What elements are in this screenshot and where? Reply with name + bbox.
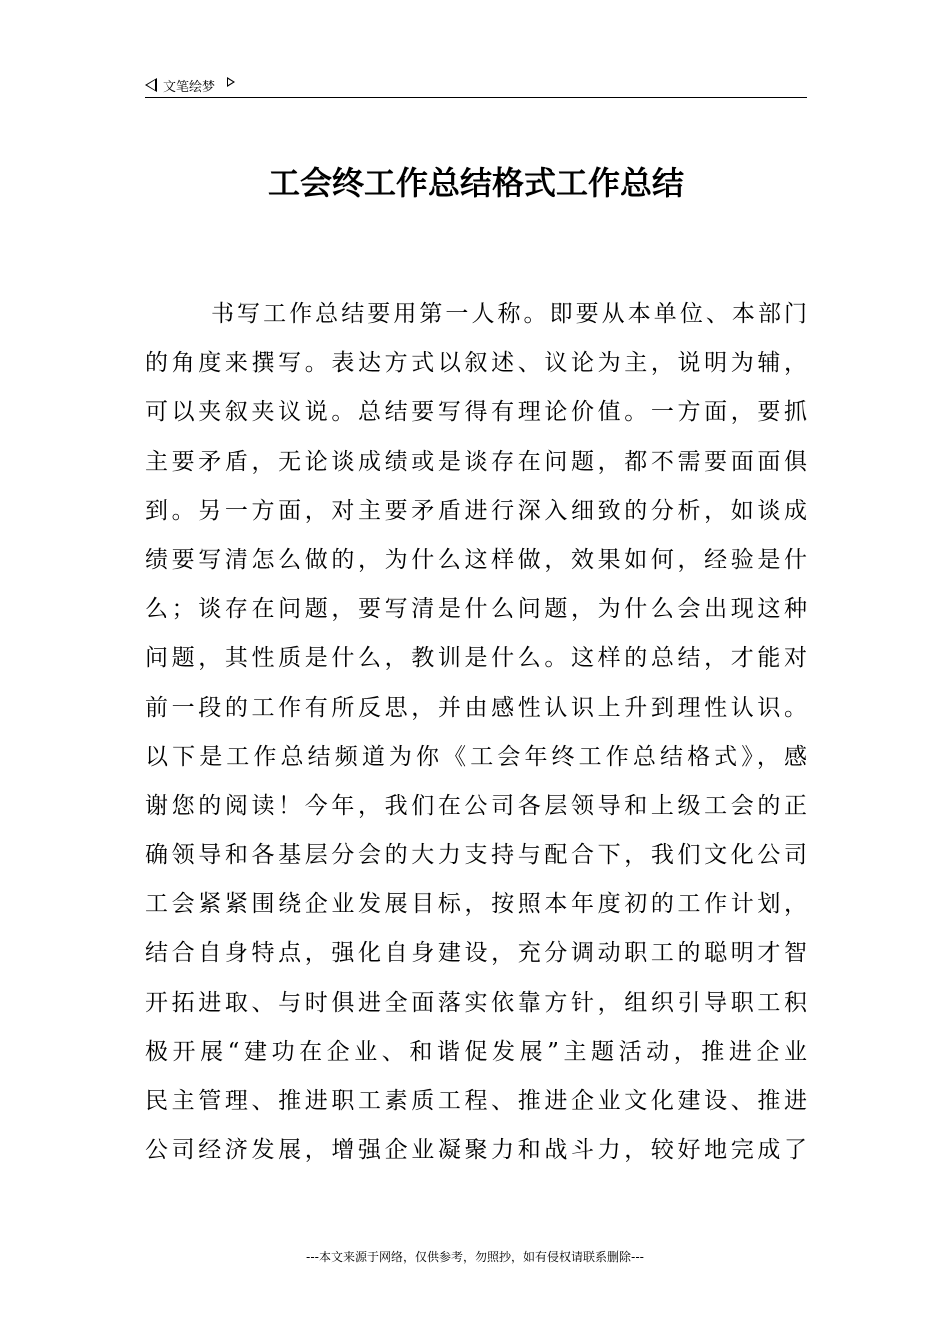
triangle-left-icon (145, 78, 157, 92)
body-line: 工会紧紧围绕企业发展目标，按照本年度初的工作计划， (145, 891, 807, 918)
body-line: 到。另一方面，对主要矛盾进行深入细致的分析，如谈成 (145, 497, 807, 524)
document-title: 工会终工作总结格式工作总结 (267, 164, 684, 202)
body-line: 可以夹叙夹议说。总结要写得有理论价值。一方面，要抓 (145, 399, 807, 426)
body-line: 书写工作总结要用第一人称。即要从本单位、本部门 (211, 301, 807, 327)
body-line: 问题，其性质是什么，教训是什么。这样的总结，才能对 (145, 645, 807, 672)
body-line: 极开展“建功在企业、和谐促发展”主题活动，推进企业 (145, 1038, 807, 1065)
header-divider (145, 97, 807, 98)
document-body (145, 290, 807, 1175)
body-line: 绩要写清怎么做的，为什么这样做，效果如何，经验是什 (145, 546, 807, 573)
body-line: 么；谈存在问题，要写清是什么问题，为什么会出现这种 (145, 596, 807, 623)
triangle-right-icon (227, 77, 235, 87)
brand-text: 文笔绘梦 (163, 79, 216, 95)
body-line: 主要矛盾，无论谈成绩或是谈存在问题，都不需要面面俱 (145, 448, 807, 475)
footer-disclaimer: ---本文来源于网络，仅供参考，勿照抄，如有侵权请联系删除--- (306, 1250, 644, 1264)
body-line: 民主管理、推进职工素质工程、推进企业文化建设、推进 (145, 1088, 807, 1114)
body-line: 结合自身特点，强化自身建设，充分调动职工的聪明才智 (145, 940, 807, 967)
body-line: 公司经济发展，增强企业凝聚力和战斗力，较好地完成了 (145, 1137, 807, 1164)
body-line: 前一段的工作有所反思，并由感性认识上升到理性认识。 (145, 694, 807, 721)
body-line: 的角度来撰写。表达方式以叙述、议论为主，说明为辅， (145, 350, 807, 377)
page-header (145, 74, 235, 96)
body-line: 以下是工作总结频道为你《工会年终工作总结格式》，感 (145, 743, 807, 770)
body-line: 谢您的阅读！今年，我们在公司各层领导和上级工会的正 (145, 792, 807, 819)
body-line: 开拓进取、与时俱进全面落实依靠方针，组织引导职工积 (145, 989, 807, 1016)
body-line: 确领导和各基层分会的大力支持与配合下，我们文化公司 (145, 842, 807, 869)
